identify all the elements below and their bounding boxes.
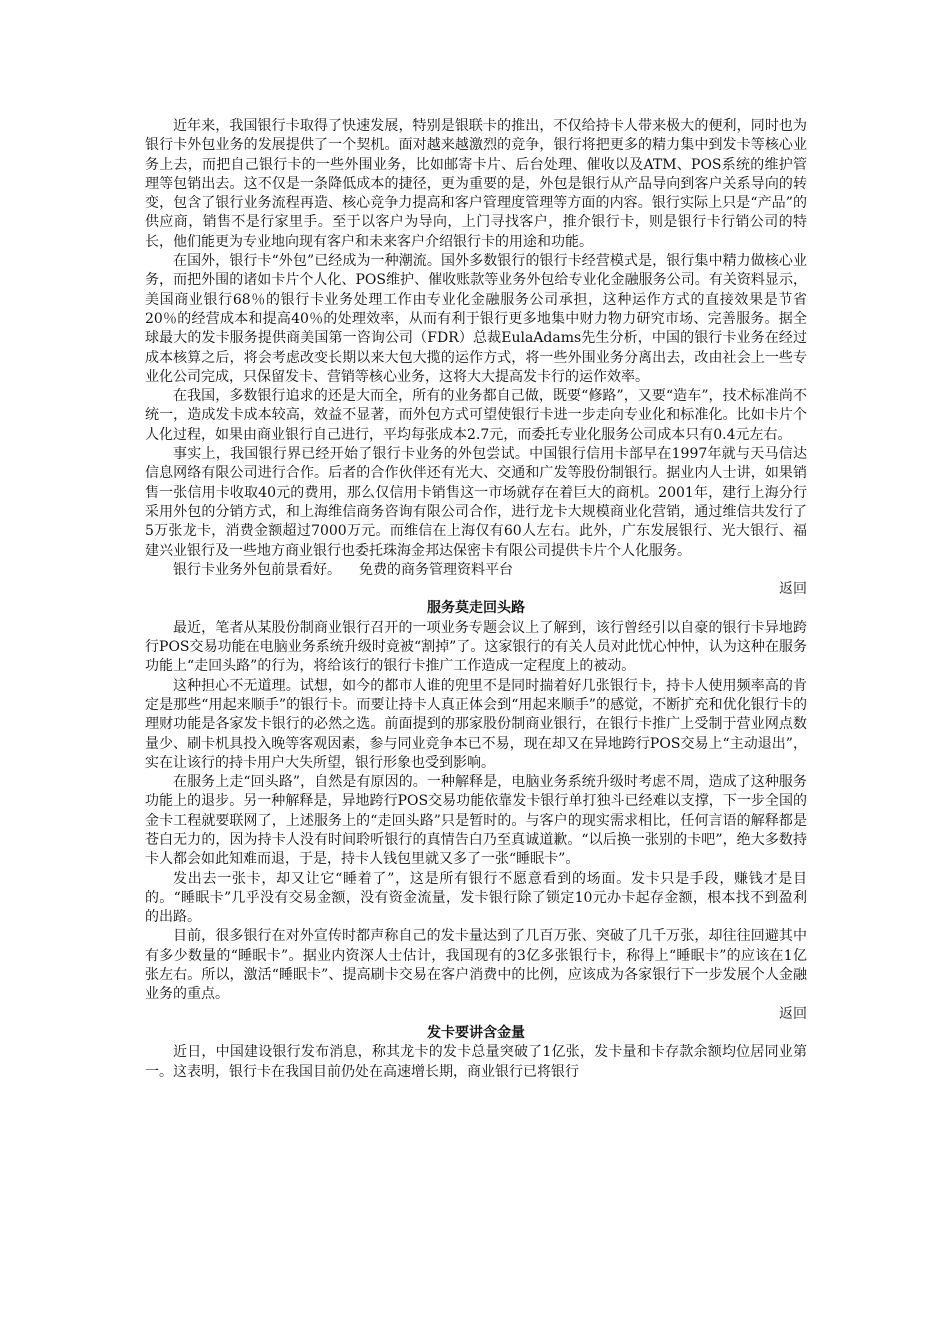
back-link[interactable]: 返回 — [779, 581, 807, 598]
paragraph: 发出去一张卡，却又让它“睡着了”，这是所有银行不愿意看到的场面。发卡只是手段，赚钱才是目的。“睡眠卡”几乎没有交易金额，没有资金流量，发卡银行除了锁定10元办卡起存金额，根本找不到盈利的出路。 — [145, 870, 807, 926]
paragraph: 在服务上走“回头路”，自然是有原因的。一种解释是，电脑业务系统升级时考虑不周，造成了这种服务功能上的退步。另一种解释是，异地跨行POS交易功能依靠发卡银行单打独斗已经难以支撑，下一步全国的金卡工程就要联网了，上述服务上的“走回头路”只是暂时的。与客户的现实需求相比，任何言语的解释都是苍白无力的，因为持卡人没有时间聆听银行的真情告白乃至真诚道歉。“以后换一张别的卡吧”，绝大多数持卡人都会如此知难而退，于是，持卡人钱包里就又多了一张“睡眠卡”。 — [145, 774, 807, 868]
closing-line — [145, 561, 807, 580]
paragraph: 事实上，我国银行界已经开始了银行卡业务的外包尝试。中国银行信用卡部早在1997年就与天马信达信息网络有限公司进行合作。后者的合作伙伴还有光大、交通和广发等股份制银行。据业内人士讲，如果销售一张信用卡收取40元的费用，那么仅信用卡销售这一市场就存在着巨大的商机。2001年，建行上海分行采用外包的分销方式，和上海维信商务咨询有限公司合作，进行龙卡大规模商业化营销，通过维信共发行了5万张龙卡，消费金额超过7000万元。而维信在上海仅有60人左右。此外，广东发展银行、光大银行、福建兴业银行及一些地方商业银行也委托珠海金邦达保密卡有限公司提供卡片个人化服务。 — [145, 446, 807, 559]
paragraph: 在我国，多数银行追求的还是大而全，所有的业务都自己做，既要“修路”，又要“造车”，技术标准尚不统一，造成发卡成本较高，效益不显著，而外包方式可望使银行卡进一步走向专业化和标准化。比如卡片个人化过程，如果由商业银行自己进行，平均每张成本2.7元，而委托专业化服务公司成本只有0.4元左右。 — [145, 388, 807, 443]
paragraph: 这种担心不无道理。试想，如今的都市人谁的兜里不是同时揣着好几张银行卡，持卡人使用频率高的肯定是那些“用起来顺手”的银行卡。而要让持卡人真正体会到“用起来顺手”的感觉，不断扩充和优化银行卡的理财功能是各家发卡银行的必然之选。前面提到的那家股份制商业银行，在银行卡推广上受制于营业网点数量少、刷卡机具投入晚等客观因素，参与同业竞争本已不易，现在却又在异地跨行POS交易上“主动退出”，实在让该行的持卡用户大失所望，银行形象也受到影响。 — [145, 677, 807, 771]
document-page — [145, 117, 807, 1082]
platform-text: 免费的商务管理资料平台 — [359, 561, 513, 578]
closing-text: 银行卡业务外包前景看好。 — [173, 561, 341, 578]
paragraph: 近年来，我国银行卡取得了快速发展，特别是银联卡的推出，不仅给持卡人带来极大的便利，同时也为银行卡外包业务的发展提供了一个契机。面对越来越激烈的竞争，银行将把更多的精力集中到发卡等核心业务上去，而把自己银行卡的一些外围业务，比如邮寄卡片、后台处理、催收以及ATM、POS系统的维护管理等包销出去。这不仅是一条降低成本的捷径，更为重要的是，外包是银行从产品导向到客户关系导向的转变，包含了银行业务流程再造、核心竞争力提高和客户管理度管理等方面的内容。银行实际上只是“产品”的供应商，销售不是行家里手。至于以客户为导向，上门寻找客户，推介银行卡，则是银行卡行销公司的特长，他们能更为专业地向现有客户和未来客户介绍银行卡的用途和功能。 — [145, 118, 807, 250]
paragraph: 最近，笔者从某股份制商业银行召开的一项业务专题会议上了解到，该行曾经引以自豪的银行卡异地跨行POS交易功能在电脑业务系统升级时竟被“割掉”了。这家银行的有关人员对此忧心忡忡，认为这种在服务功能上“走回头路”的行为，将给该行的银行卡推广工作造成一定程度上的被动。 — [145, 619, 807, 675]
paragraph: 目前，很多银行在对外宣传时都声称自己的发卡量达到了几百万张、突破了几千万张，却往往回避其中有多少数量的“睡眠卡”。据业内资深人士估计，我国现有的3亿多张银行卡，称得上“睡眠卡”的应该在1亿张左右。所以，激活“睡眠卡”、提高刷卡交易在客户消费中的比例，应该成为各家银行下一步发展个人金融业务的重点。 — [145, 928, 807, 1003]
back-link[interactable]: 返回 — [779, 1005, 807, 1022]
section-title: 发卡要讲含金量 — [427, 1024, 525, 1041]
paragraph: 在国外，银行卡“外包”已经成为一种潮流。国外多数银行的银行卡经营模式是，银行集中精力做核心业务，而把外围的诸如卡片个人化、POS维护、催收账款等业务外包给专业化金融服务公司。有关资料显示，美国商业银行68％的银行卡业务处理工作由专业化金融服务公司承担，这种运作方式的直接效果是节省20％的经营成本和提高40％的处理效率，从而有利于银行更多地集中财力物力研究市场、完善服务。据全球最大的发卡服务提供商美国第一咨询公司（FDR）总裁EulaAdams先生分析，中国的银行卡业务在经过成本核算之后，将会考虑改变长期以来大包大揽的运作方式，将一些外围业务分离出去，改由社会上一些专业化公司完成，只保留发卡、营销等核心业务，这将大大提高发卡行的运作效率。 — [145, 253, 807, 385]
section-title: 服务莫走回头路 — [427, 600, 525, 617]
paragraph: 近日，中国建设银行发布消息，称其龙卡的发卡总量突破了1亿张，发卡量和卡存款余额均位居同业第一。这表明，银行卡在我国目前仍处在高速增长期，商业银行已将银行 — [145, 1044, 807, 1080]
